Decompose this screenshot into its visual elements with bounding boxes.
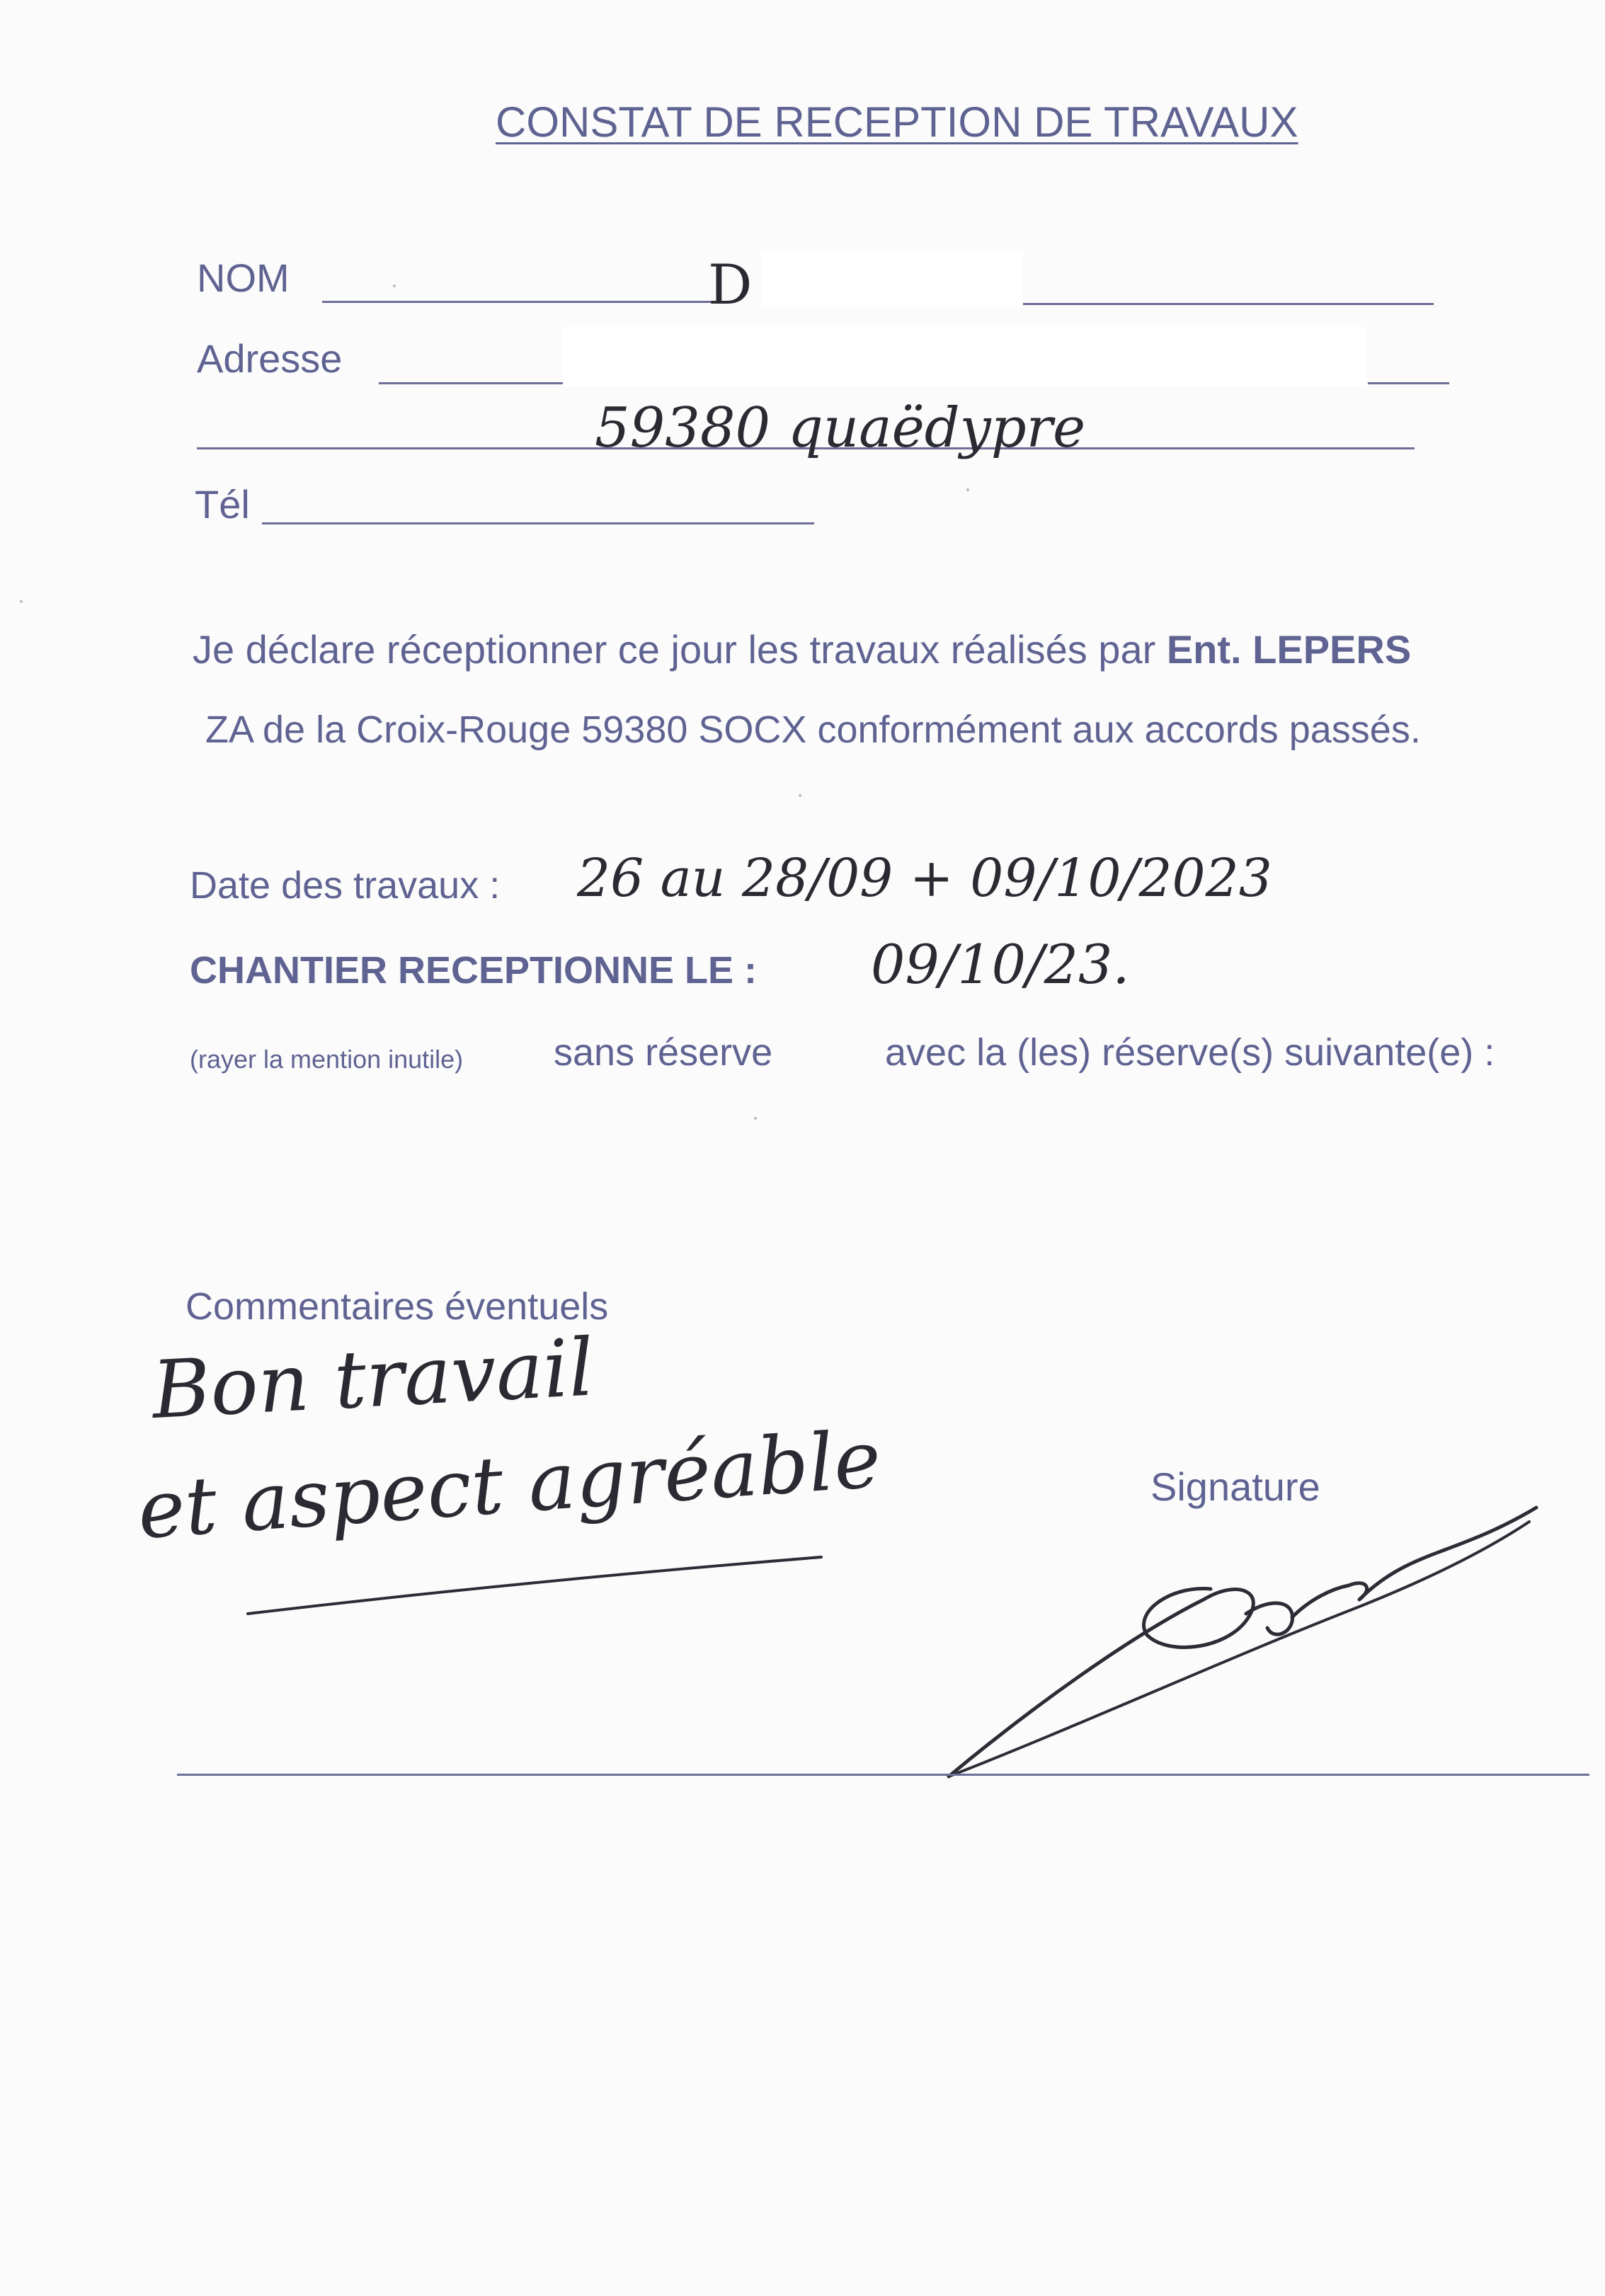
sans-reserve: sans réserve (554, 1031, 773, 1074)
comment-underline (234, 1543, 835, 1628)
comment-line1: Bon travail (149, 1321, 597, 1437)
nom-rule-right (1023, 303, 1434, 305)
declaration-text: Je déclare réceptionner ce jour les travaux réalisés par (193, 627, 1167, 672)
nom-redaction (761, 251, 1023, 308)
company-name: Ent. LEPERS (1166, 627, 1412, 672)
scan-speck (966, 488, 969, 491)
scan-speck (393, 285, 396, 287)
adresse-rule-left (379, 382, 563, 384)
chantier-value: 09/10/23. (871, 933, 1130, 996)
avec-reserve: avec la (les) réserve(s) suivante(e) : (885, 1031, 1495, 1074)
scan-speck (799, 794, 801, 797)
signature-label: Signature (1150, 1464, 1320, 1509)
signature-line (177, 1774, 1589, 1776)
adresse-rule-right (1368, 382, 1449, 384)
declaration-line1 (193, 626, 1411, 672)
declaration-line2: ZA de la Croix-Rouge 59380 SOCX conformément aux accords passés. (205, 708, 1421, 751)
chantier-label: CHANTIER RECEPTIONNE LE : (190, 949, 758, 992)
nom-label: NOM (197, 256, 290, 300)
comment-line2: et aspect agréable (135, 1413, 884, 1557)
adresse-label: Adresse (197, 336, 343, 381)
tel-label: Tél (195, 482, 250, 527)
nom-value: D (708, 253, 753, 317)
adresse-value: 59380 quaëdypre (595, 396, 1086, 460)
tel-rule (262, 522, 814, 524)
signature-mark (935, 1493, 1543, 1791)
date-travaux-label: Date des travaux : (190, 864, 501, 907)
document-title: CONSTAT DE RECEPTION DE TRAVAUX (496, 98, 1298, 146)
comments-label: Commentaires éventuels (185, 1285, 609, 1328)
reserve-note: (rayer la mention inutile) (190, 1045, 464, 1074)
date-travaux-value: 26 au 28/09 + 09/10/2023 (577, 848, 1272, 909)
nom-rule-left (322, 301, 733, 303)
adresse-redaction (563, 327, 1366, 386)
scan-speck (754, 1117, 757, 1120)
scan-speck (20, 600, 23, 603)
